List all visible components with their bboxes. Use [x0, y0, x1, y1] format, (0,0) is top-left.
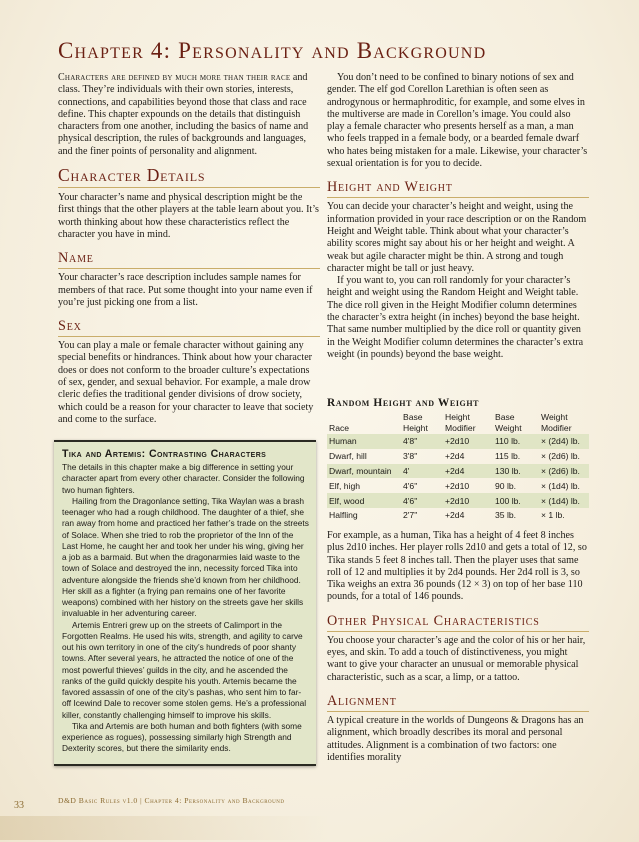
column-header: Weight Modifier [541, 412, 572, 433]
table-cell: 4'6" [401, 493, 443, 508]
sidebar-paragraph: Artemis Entreri grew up on the streets of Calimport in the Forgotten Realms. He used his wits, strength, and agility to carve out his own territory in one of the city’s hundreds of poor shanty towns. After several years, he attracted the notice of one of the most powerful thieves’ guilds in the city, and he ascended the ranks of the guild quickly despite his youth. Artemis became the favored assassin of one of the city’s pashas, who sent him to far-off Icewind Dale to recover some stolen gems. He’s a professional killer, constantly challenging himself to improve his skills. [62, 619, 307, 720]
intro-lead: Characters are defined by much more than their race [58, 72, 291, 83]
sidebar-box [54, 440, 316, 766]
table-row [327, 478, 589, 493]
table-cell: +2d10 [445, 480, 470, 491]
table-cell: Human [327, 434, 401, 449]
height-weight-heading: Height and Weight [327, 179, 589, 198]
table-cell: 3'8" [403, 451, 418, 462]
table-cell: 4' [401, 464, 443, 479]
other-characteristics-heading: Other Physical Characteristics [327, 613, 589, 632]
table-row [327, 449, 589, 464]
sidebar-title: Tika and Artemis: Contrasting Characters [62, 448, 267, 460]
column-header: Base Height [403, 412, 428, 433]
table-header-row [327, 412, 589, 434]
sex-heading: Sex [58, 318, 320, 337]
table-cell: 90 lb. [495, 480, 517, 491]
table-title: Random Height and Weight [327, 397, 480, 409]
column-header: Height Modifier [445, 412, 476, 433]
table-cell: × (1d4) lb. [541, 480, 580, 491]
table-cell: +2d4 [445, 510, 465, 521]
alignment-heading: Alignment [327, 693, 589, 712]
table-cell: 100 lb. [493, 493, 539, 508]
table-cell: 2'7" [403, 510, 418, 521]
table-cell: +2d4 [443, 464, 493, 479]
table-cell: × (2d6) lb. [539, 464, 589, 479]
sex-text: You can play a male or female character without gaining any special benefits or hindrances. Think about how your character does or does not conform to the broader culture’s expectations of sex, gender, and sexual behavior. For example, a male drow cleric defies the traditional gender divisions of drow society, which could be a reason for your character to leave that society and come to the surface. [58, 340, 314, 425]
table-row [327, 493, 589, 508]
sidebar-paragraph: The details in this chapter make a big difference in setting your character apart from every other character. Consider the following two human fighters. [62, 462, 305, 495]
random-height-weight-table [327, 412, 589, 523]
left-column [58, 72, 320, 426]
right-column-lower [327, 530, 589, 764]
name-heading: Name [58, 250, 320, 269]
table-cell: +2d4 [445, 451, 465, 462]
table-row [327, 434, 589, 449]
chapter-title: Chapter 4: Personality and Background [58, 38, 487, 63]
character-details-text: Your character’s name and physical description might be the first things that the other players at the table learn about you. It’s worth thinking about how these characteristics reflect the character you have in mind. [58, 192, 319, 240]
page-footer: D&D Basic Rules v1.0 | Chapter 4: Personality and Background [58, 796, 285, 805]
table-row [327, 508, 589, 523]
table-cell: × 1 lb. [541, 510, 565, 521]
table-cell: × (1d4) lb. [539, 493, 589, 508]
table-cell: 130 lb. [493, 464, 539, 479]
table-cell: 4'8" [401, 434, 443, 449]
table-cell: 4'6" [403, 480, 418, 491]
sidebar-paragraph: Hailing from the Dragonlance setting, Tika Waylan was a brash teenager who had a rough childhood. The daughter of a thief, she ran away from home and practiced her father’s trade on the streets of Solace. When she tried to rob the proprietor of the Inn of the Last Home, he caught her and took her under his wing, giving her a job as a barmaid. But when the dragonarmies laid waste to the town of Solace and destroyed the inn, necessity forced Tika into adventure alongside the friends she’d known from her childhood. Her skill as a fighter (a frying pan remains one of her favorite weapons) combined with her history on the streets gave her skills invaluable in her adventuring career. [62, 495, 309, 619]
table-cell: × (2d6) lb. [541, 451, 580, 462]
table-cell: Elf, high [329, 480, 361, 491]
page-number: 33 [14, 800, 24, 811]
table-cell: +2d10 [443, 493, 493, 508]
right-column [327, 72, 589, 361]
example-text: For example, as a human, Tika has a height of 4 feet 8 inches plus 2d10 inches. Her player rolls 2d10 and gets a total of 12, so Tika stands 5 feet 8 inches tall. Then the player uses that same roll of 12 and multiplies it by 2d4 pounds. Her 2d4 roll is 3, so Tika weighs an extra 36 pounds (12 × 3) on top of her base 110 pounds, for a total of 146 pounds. [327, 530, 587, 603]
table-cell: Dwarf, hill [329, 451, 367, 462]
sidebar-paragraph: Tika and Artemis are both human and both fighters (with some experience as rogues), possessing similarly high Strength and Dexterity scores, but there the similarity ends. [62, 720, 302, 754]
footer-decoration [0, 816, 330, 840]
table-cell: +2d10 [443, 434, 493, 449]
table-cell: 110 lb. [493, 434, 539, 449]
sex-continuation-text: You don’t need to be confined to binary notions of sex and gender. The elf god Corellon Larethian is often seen as androgynous or hermaphroditic, for example, and some elves in the multiverse are made in Corellon’s image. You could also play a female character who presents herself as a man, a man who feels trapped in a female body, or a bearded female dwarf who hates being mistaken for a male. Likewise, your character’s sexual orientation is for you to decide. [327, 72, 588, 170]
intro-paragraph [58, 72, 320, 158]
intro-rest: and class. They’re individuals with their own stories, interests, connections, and capabilities beyond those that class and race define. This chapter expounds on the details that distinguish characters from one another, including the basics of name and physical description, the rules of backgrounds and languages, and the finer points of personality and alignment. [58, 72, 309, 157]
table-row [327, 464, 589, 479]
character-details-heading: Character Details [58, 165, 320, 188]
other-characteristics-text: You choose your character’s age and the color of his or her hair, eyes, and skin. To add a touch of distinctiveness, you might want to give your character an unusual or memorable physical characteristic, such as a scar, a limp, or a tattoo. [327, 634, 586, 683]
table-cell: 115 lb. [495, 451, 521, 462]
alignment-text: A typical creature in the worlds of Dungeons & Dragons has an alignment, which broadly describes its moral and personal attitudes. Alignment is a combination of two factors: one identifies morality [327, 714, 584, 763]
name-text: Your character’s race description includes sample names for members of that race. Put some thought into your name even if you’re just picking one from a list. [58, 272, 313, 308]
column-header: Base Weight [495, 412, 522, 433]
height-weight-text-2: If you want to, you can roll randomly for your character’s height and weight using the Random Height and Weight table. The dice roll given in the Height Modifier column determines the character’s extra height (in inches) beyond the base height. That same number multiplied by the dice roll or quantity given in the Weight Modifier column determines the character’s extra weight (in pounds) beyond the base weight. [327, 275, 584, 360]
table-cell: Halfling [329, 510, 358, 521]
column-header: Race [329, 423, 350, 433]
height-weight-text: You can decide your character’s height and weight, using the information provided in your race description or on the Random Height and Weight table. Think about what your character’s ability scores might say about his or her height and weight. A weak but agile character might be thin. A strong and tough character might be tall or just heavy. [327, 201, 587, 274]
table-cell: Dwarf, mountain [327, 464, 401, 479]
table-cell: Elf, wood [327, 493, 401, 508]
table-cell: × (2d4) lb. [539, 434, 589, 449]
table-cell: 35 lb. [495, 510, 517, 521]
